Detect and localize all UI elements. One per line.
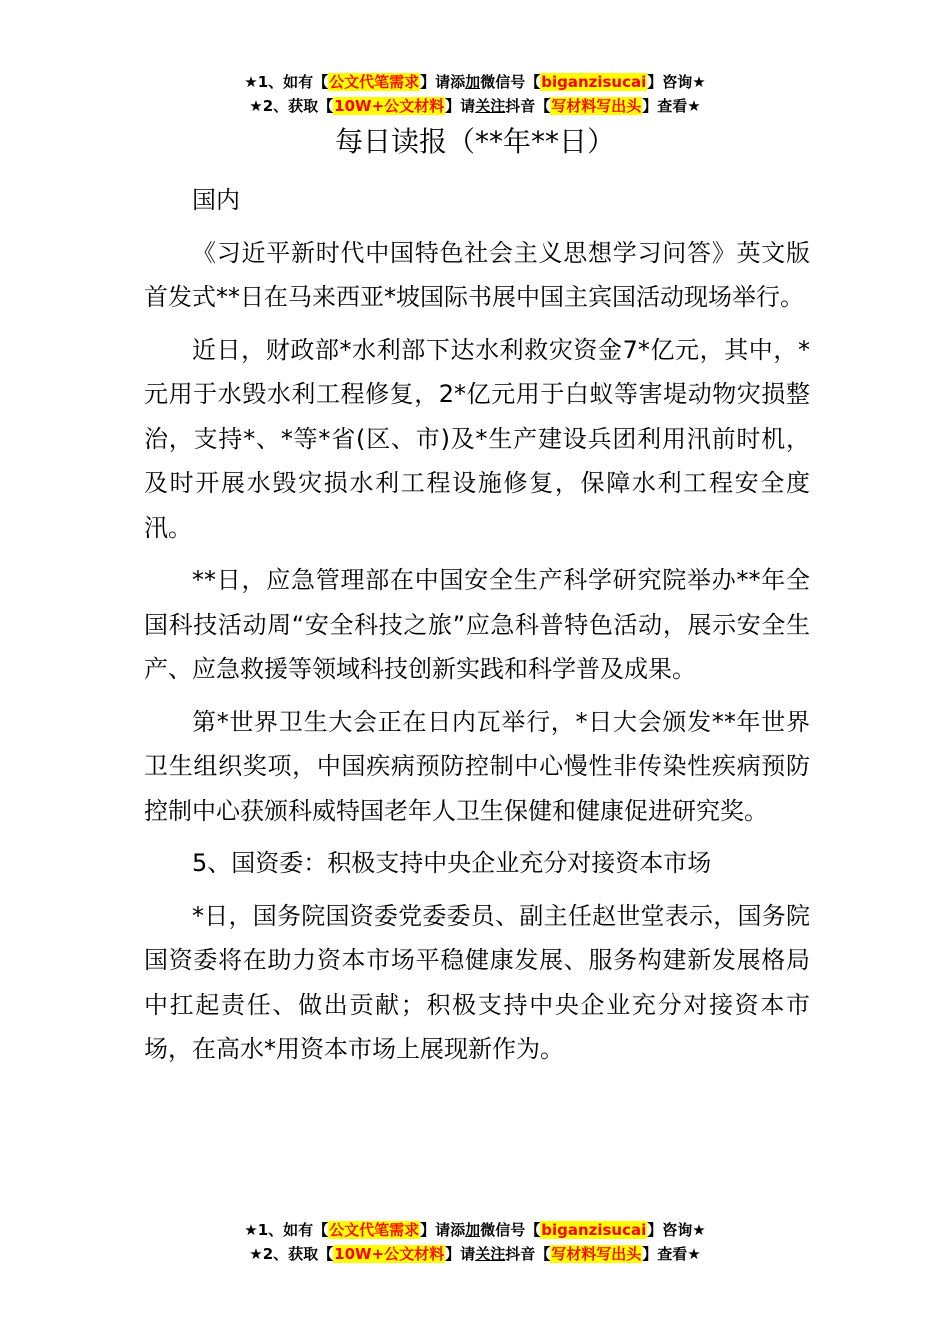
ad-text: 】请	[445, 97, 476, 115]
ad-text: 微信号【	[480, 73, 541, 91]
ad-highlight-materials: 10W+公文材料	[334, 1245, 445, 1263]
ad-underlined-text: 加	[465, 1221, 481, 1239]
ad-highlight-service: 公文代笔需求	[329, 1221, 420, 1239]
news-paragraph: *日，国务院国资委党委委员、副主任赵世堂表示，国务院国资委将在助力资本市场平稳健康发展、服务构建新发展格局中扛起责任、做出贡献；积极支持中央企业充分对接资本市场，在高水*用资本市场上展现新作为。	[144, 901, 810, 1063]
star-icon: ★	[687, 1245, 701, 1263]
ad-text: 抖音【	[505, 1245, 551, 1263]
section-heading-domestic: 国内	[192, 186, 240, 214]
star-icon: ★	[249, 1245, 263, 1263]
ad-text: 1、如有【	[257, 1221, 329, 1239]
news-subheading: 5、国资委：积极支持中央企业充分对接资本市场	[192, 849, 712, 877]
document-body	[144, 178, 810, 1080]
ad-highlight-service: 公文代笔需求	[329, 73, 420, 91]
ad-highlight-douyin-account: 写材料写出头	[551, 1245, 642, 1263]
ad-text: 】请	[445, 1245, 476, 1263]
news-paragraph: **日，应急管理部在中国安全生产科学研究院举办**年全国科技活动周“安全科技之旅”应急科普特色活动，展示安全生产、应急救援等领域科技创新实践和科学普及成果。	[144, 566, 810, 683]
ad-text: 】请添	[420, 73, 466, 91]
ad-highlight-wechat-id: biganzisucai	[541, 73, 647, 91]
ad-underlined-text: 加	[465, 73, 481, 91]
ad-text: 】咨询	[647, 1221, 693, 1239]
ad-text: 2、获取【	[262, 1245, 334, 1263]
ad-text: 抖音【	[505, 97, 551, 115]
ad-text: 】咨询	[647, 73, 693, 91]
news-paragraph: 第*世界卫生大会正在日内瓦举行，*日大会颁发**年世界卫生组织奖项，中国疾病预防控制中心慢性非传染性疾病预防控制中心获颁科威特国老年人卫生保健和健康促进研究奖。	[144, 707, 810, 825]
news-paragraph: 近日，财政部*水利部下达水利救灾资金7*亿元，其中，*元用于水毁水利工程修复，2*亿元用于白蚁等害堤动物灾损整治，支持*、*等*省(区、市)及*生产建设兵团利用汛前时机，及时开展水毁灾损水利工程设施修复，保障水利工程安全度汛。	[144, 335, 810, 542]
document-title: 每日读报（**年**日）	[334, 125, 615, 158]
ad-text: 】请添	[420, 1221, 466, 1239]
ad-highlight-materials: 10W+公文材料	[334, 97, 445, 115]
ad-text: 】查看	[642, 1245, 688, 1263]
footer-ad-line-2	[0, 1242, 950, 1266]
header-ad-line-2	[0, 94, 950, 118]
star-icon: ★	[244, 73, 258, 91]
ad-text: 1、如有【	[257, 73, 329, 91]
header-ad-banner	[0, 70, 950, 118]
footer-ad-banner	[0, 1218, 950, 1266]
ad-underlined-text: 关注	[475, 97, 506, 115]
ad-highlight-douyin-account: 写材料写出头	[551, 97, 642, 115]
star-icon: ★	[687, 97, 701, 115]
footer-ad-line-1	[0, 1218, 950, 1242]
star-icon: ★	[244, 1221, 258, 1239]
ad-highlight-wechat-id: biganzisucai	[541, 1221, 647, 1239]
star-icon: ★	[692, 73, 706, 91]
ad-underlined-text: 关注	[475, 1245, 506, 1263]
star-icon: ★	[692, 1221, 706, 1239]
header-ad-line-1	[0, 70, 950, 94]
ad-text: 微信号【	[480, 1221, 541, 1239]
ad-text: 】查看	[642, 97, 688, 115]
ad-text: 2、获取【	[262, 97, 334, 115]
news-paragraph: 《习近平新时代中国特色社会主义思想学习问答》英文版首发式**日在马来西亚*坡国际书展中国主宾国活动现场举行。	[144, 238, 810, 311]
star-icon: ★	[249, 97, 263, 115]
